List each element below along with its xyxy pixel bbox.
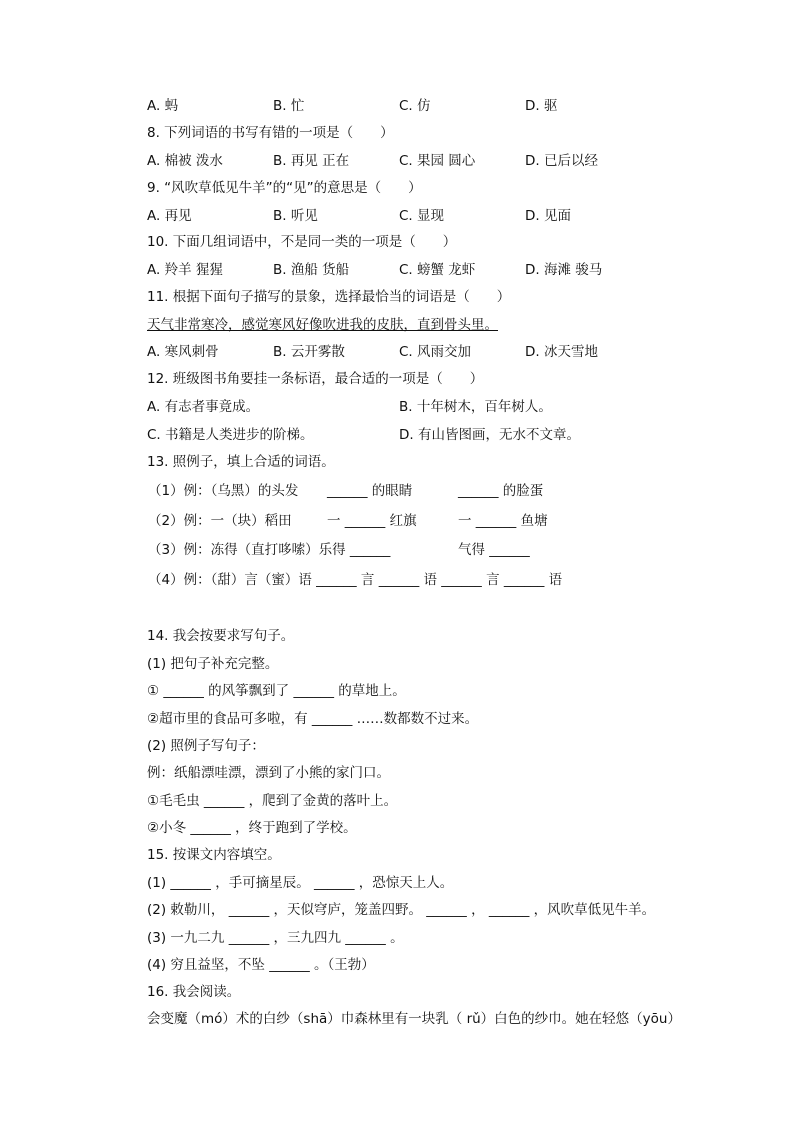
q7-option-b: B. 忙 bbox=[273, 98, 305, 114]
q8-option-d: D. 已后以经 bbox=[525, 153, 598, 169]
q9-option-c: C. 显现 bbox=[399, 208, 445, 224]
q10-stem: 10. 下面几组词语中，不是同一类的一项是（ ） bbox=[147, 234, 457, 250]
q9-stem: 9. “风吹草低见牛羊”的“见”的意思是（ ） bbox=[147, 180, 422, 196]
q12-option-b: B. 十年树木，百年树人。 bbox=[399, 399, 552, 415]
q15-line: (1) ______ ，手可摘星辰。 ______ ，恐惊天上人。 bbox=[147, 875, 454, 891]
q13-row1-blank2: ______ 的脸蛋 bbox=[458, 483, 544, 499]
q7-option-a: A. 蚂 bbox=[147, 98, 179, 114]
q8-stem: 8. 下列词语的书写有错的一项是（ ） bbox=[147, 125, 394, 141]
q15-line: (4) 穷且益坚，不坠 ______ 。（王勃） bbox=[147, 957, 375, 973]
q11-sentence: 天气非常寒冷，感觉寒风好像吹进我的皮肤，直到骨头里。 bbox=[147, 317, 498, 333]
q8-option-a: A. 棉被 泼水 bbox=[147, 153, 223, 169]
q10-option-c: C. 螃蟹 龙虾 bbox=[399, 262, 476, 278]
q10-option-d: D. 海滩 骏马 bbox=[525, 262, 603, 278]
q14-line: ②小冬 ______ ，终于跑到了学校。 bbox=[147, 820, 357, 836]
q7-option-d: D. 驱 bbox=[525, 98, 558, 114]
q13-row2-blank2: 一 ______ 鱼塘 bbox=[458, 513, 548, 529]
q8-option-c: C. 果园 圆心 bbox=[399, 153, 476, 169]
q10-option-a: A. 羚羊 猩猩 bbox=[147, 262, 223, 278]
q11-option-d: D. 冰天雪地 bbox=[525, 344, 598, 360]
q14-line: 例：纸船漂哇漂，漂到了小熊的家门口。 bbox=[147, 765, 390, 781]
q12-option-a: A. 有志者事竟成。 bbox=[147, 399, 260, 415]
q13-row4: （4）例：（甜）言（蜜）语 ______ 言 ______ 语 ______ 言 ______ 语 bbox=[148, 572, 563, 588]
q9-option-b: B. 听见 bbox=[273, 208, 318, 224]
q13-row1-example: （1）例：（乌黑）的头发 bbox=[148, 483, 299, 499]
q13-row1-blank1: ______ 的眼睛 bbox=[327, 483, 413, 499]
q13-row3-blank: 气得 ______ bbox=[458, 542, 530, 558]
q9-option-d: D. 见面 bbox=[525, 208, 571, 224]
q16-stem: 16. 我会阅读。 bbox=[147, 984, 241, 1000]
q15-line: (3) 一九二九 ______ ，三九四九 ______ 。 bbox=[147, 930, 404, 946]
q15-stem: 15. 按课文内容填空。 bbox=[147, 847, 281, 863]
q11-stem: 11. 根据下面句子描写的景象，选择最恰当的词语是（ ） bbox=[147, 289, 511, 305]
q13-row2-blank1: 一 ______ 红旗 bbox=[327, 513, 417, 529]
q10-option-b: B. 渔船 货船 bbox=[273, 262, 350, 278]
q14-line: ②超市里的食品可多啦，有 ______ ……数都数不过来。 bbox=[147, 711, 479, 727]
q14-stem: 14. 我会按要求写句子。 bbox=[147, 628, 295, 644]
q12-option-c: C. 书籍是人类进步的阶梯。 bbox=[147, 427, 314, 443]
q11-option-a: A. 寒风刺骨 bbox=[147, 344, 219, 360]
q9-option-a: A. 再见 bbox=[147, 208, 192, 224]
q14-line: (1) 把句子补充完整。 bbox=[147, 656, 279, 672]
q14-line: ①毛毛虫 ______ ，爬到了金黄的落叶上。 bbox=[147, 793, 398, 809]
q11-option-c: C. 风雨交加 bbox=[399, 344, 472, 360]
q8-option-b: B. 再见 正在 bbox=[273, 153, 350, 169]
q12-option-d: D. 有山皆图画，无水不文章。 bbox=[399, 427, 580, 443]
q11-option-b: B. 云开雾散 bbox=[273, 344, 345, 360]
q13-stem: 13. 照例子，填上合适的词语。 bbox=[147, 454, 335, 470]
q15-line: (2) 敕勒川， ______ ，天似穹庐，笼盖四野。 ______ ， ______ ，风吹草低见牛羊。 bbox=[147, 902, 656, 918]
q7-option-c: C. 仿 bbox=[399, 98, 431, 114]
q13-row3-example: （3）例：冻得（直打哆嗦）乐得 ______ bbox=[148, 542, 391, 558]
q14-line: ① ______ 的风筝飘到了 ______ 的草地上。 bbox=[147, 683, 406, 699]
q13-row2-example: （2）例：一（块）稻田 bbox=[148, 513, 292, 529]
q14-line: (2) 照例子写句子： bbox=[147, 738, 265, 754]
q12-stem: 12. 班级图书角要挂一条标语，最合适的一项是（ ） bbox=[147, 371, 484, 387]
q16-text: 会变魔（mó）术的白纱（shā）巾森林里有一块乳（ rǔ）白色的纱巾。她在轻悠（yōu） bbox=[147, 1011, 681, 1027]
